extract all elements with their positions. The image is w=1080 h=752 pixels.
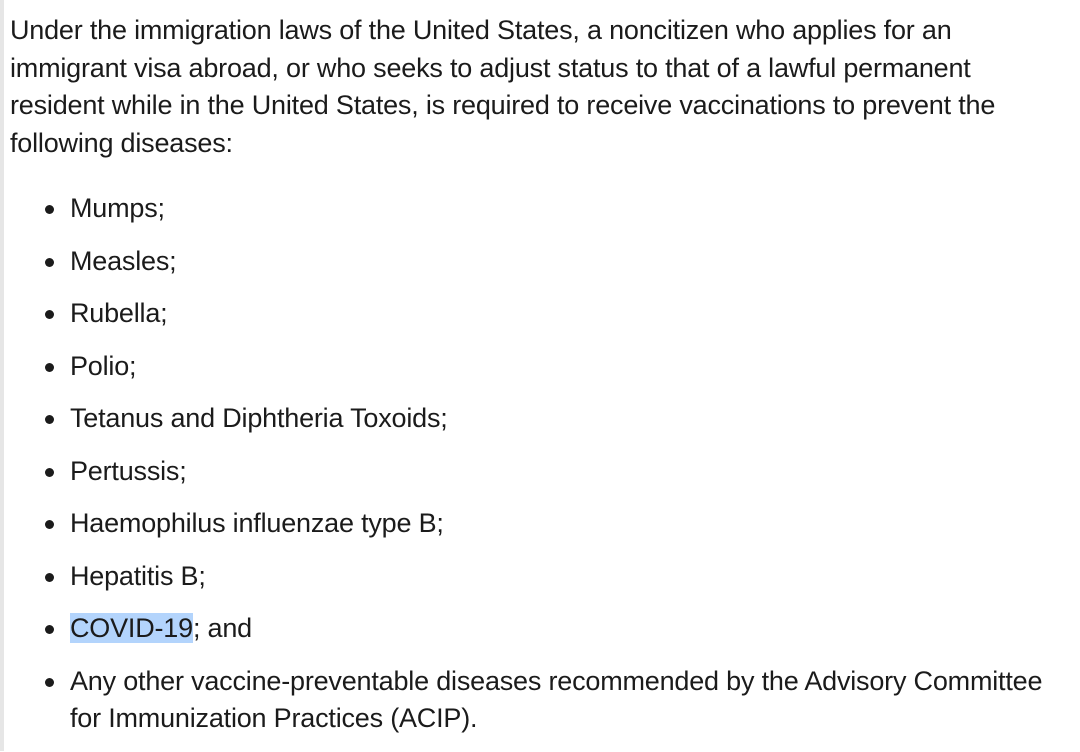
list-item-text: Any other vaccine-preventable diseases recommended by the Advisory Committee for Immunization Practices (ACIP). xyxy=(70,665,1043,733)
list-item-text: Mumps; xyxy=(70,193,165,223)
left-border-rule xyxy=(0,0,4,751)
list-item xyxy=(10,190,1072,227)
bullet-icon xyxy=(45,310,54,319)
list-item-text: Polio; xyxy=(70,350,137,381)
list-item-text: Rubella; xyxy=(70,298,168,328)
list-item xyxy=(10,243,1072,280)
bullet-icon xyxy=(45,678,54,687)
list-item xyxy=(10,505,1072,542)
list-item-acip xyxy=(10,663,1072,737)
vaccination-requirements-section xyxy=(10,12,1072,752)
list-item-text: Measles; xyxy=(70,245,177,276)
selected-text-highlight[interactable]: COVID-19 xyxy=(70,613,193,643)
bullet-icon xyxy=(45,363,54,372)
disease-list xyxy=(10,190,1072,737)
list-item-text: Hepatitis B; xyxy=(70,560,206,591)
list-item-text: Pertussis; xyxy=(70,455,187,486)
list-item-covid xyxy=(10,610,1072,647)
bullet-icon xyxy=(45,520,54,529)
bullet-icon xyxy=(45,258,54,267)
bullet-icon xyxy=(45,468,54,477)
intro-paragraph: Under the immigration laws of the United States, a noncitizen who applies for an immigrant visa abroad, or who seeks to adjust status to that of a lawful permanent resident while in the United States, is required to receive vaccinations to prevent the following diseases: xyxy=(10,15,996,158)
list-item xyxy=(10,348,1072,385)
list-item-text: Haemophilus influenzae type B; xyxy=(70,508,444,538)
list-item xyxy=(10,400,1072,437)
bullet-icon xyxy=(45,625,54,634)
bullet-icon xyxy=(45,415,54,424)
list-item xyxy=(10,295,1072,332)
list-item xyxy=(10,453,1072,490)
bullet-icon xyxy=(45,573,54,582)
list-item-text-suffix: ; and xyxy=(192,613,252,643)
list-item xyxy=(10,558,1072,595)
list-item-text: Tetanus and Diphtheria Toxoids; xyxy=(70,403,448,433)
bullet-icon xyxy=(45,205,54,214)
